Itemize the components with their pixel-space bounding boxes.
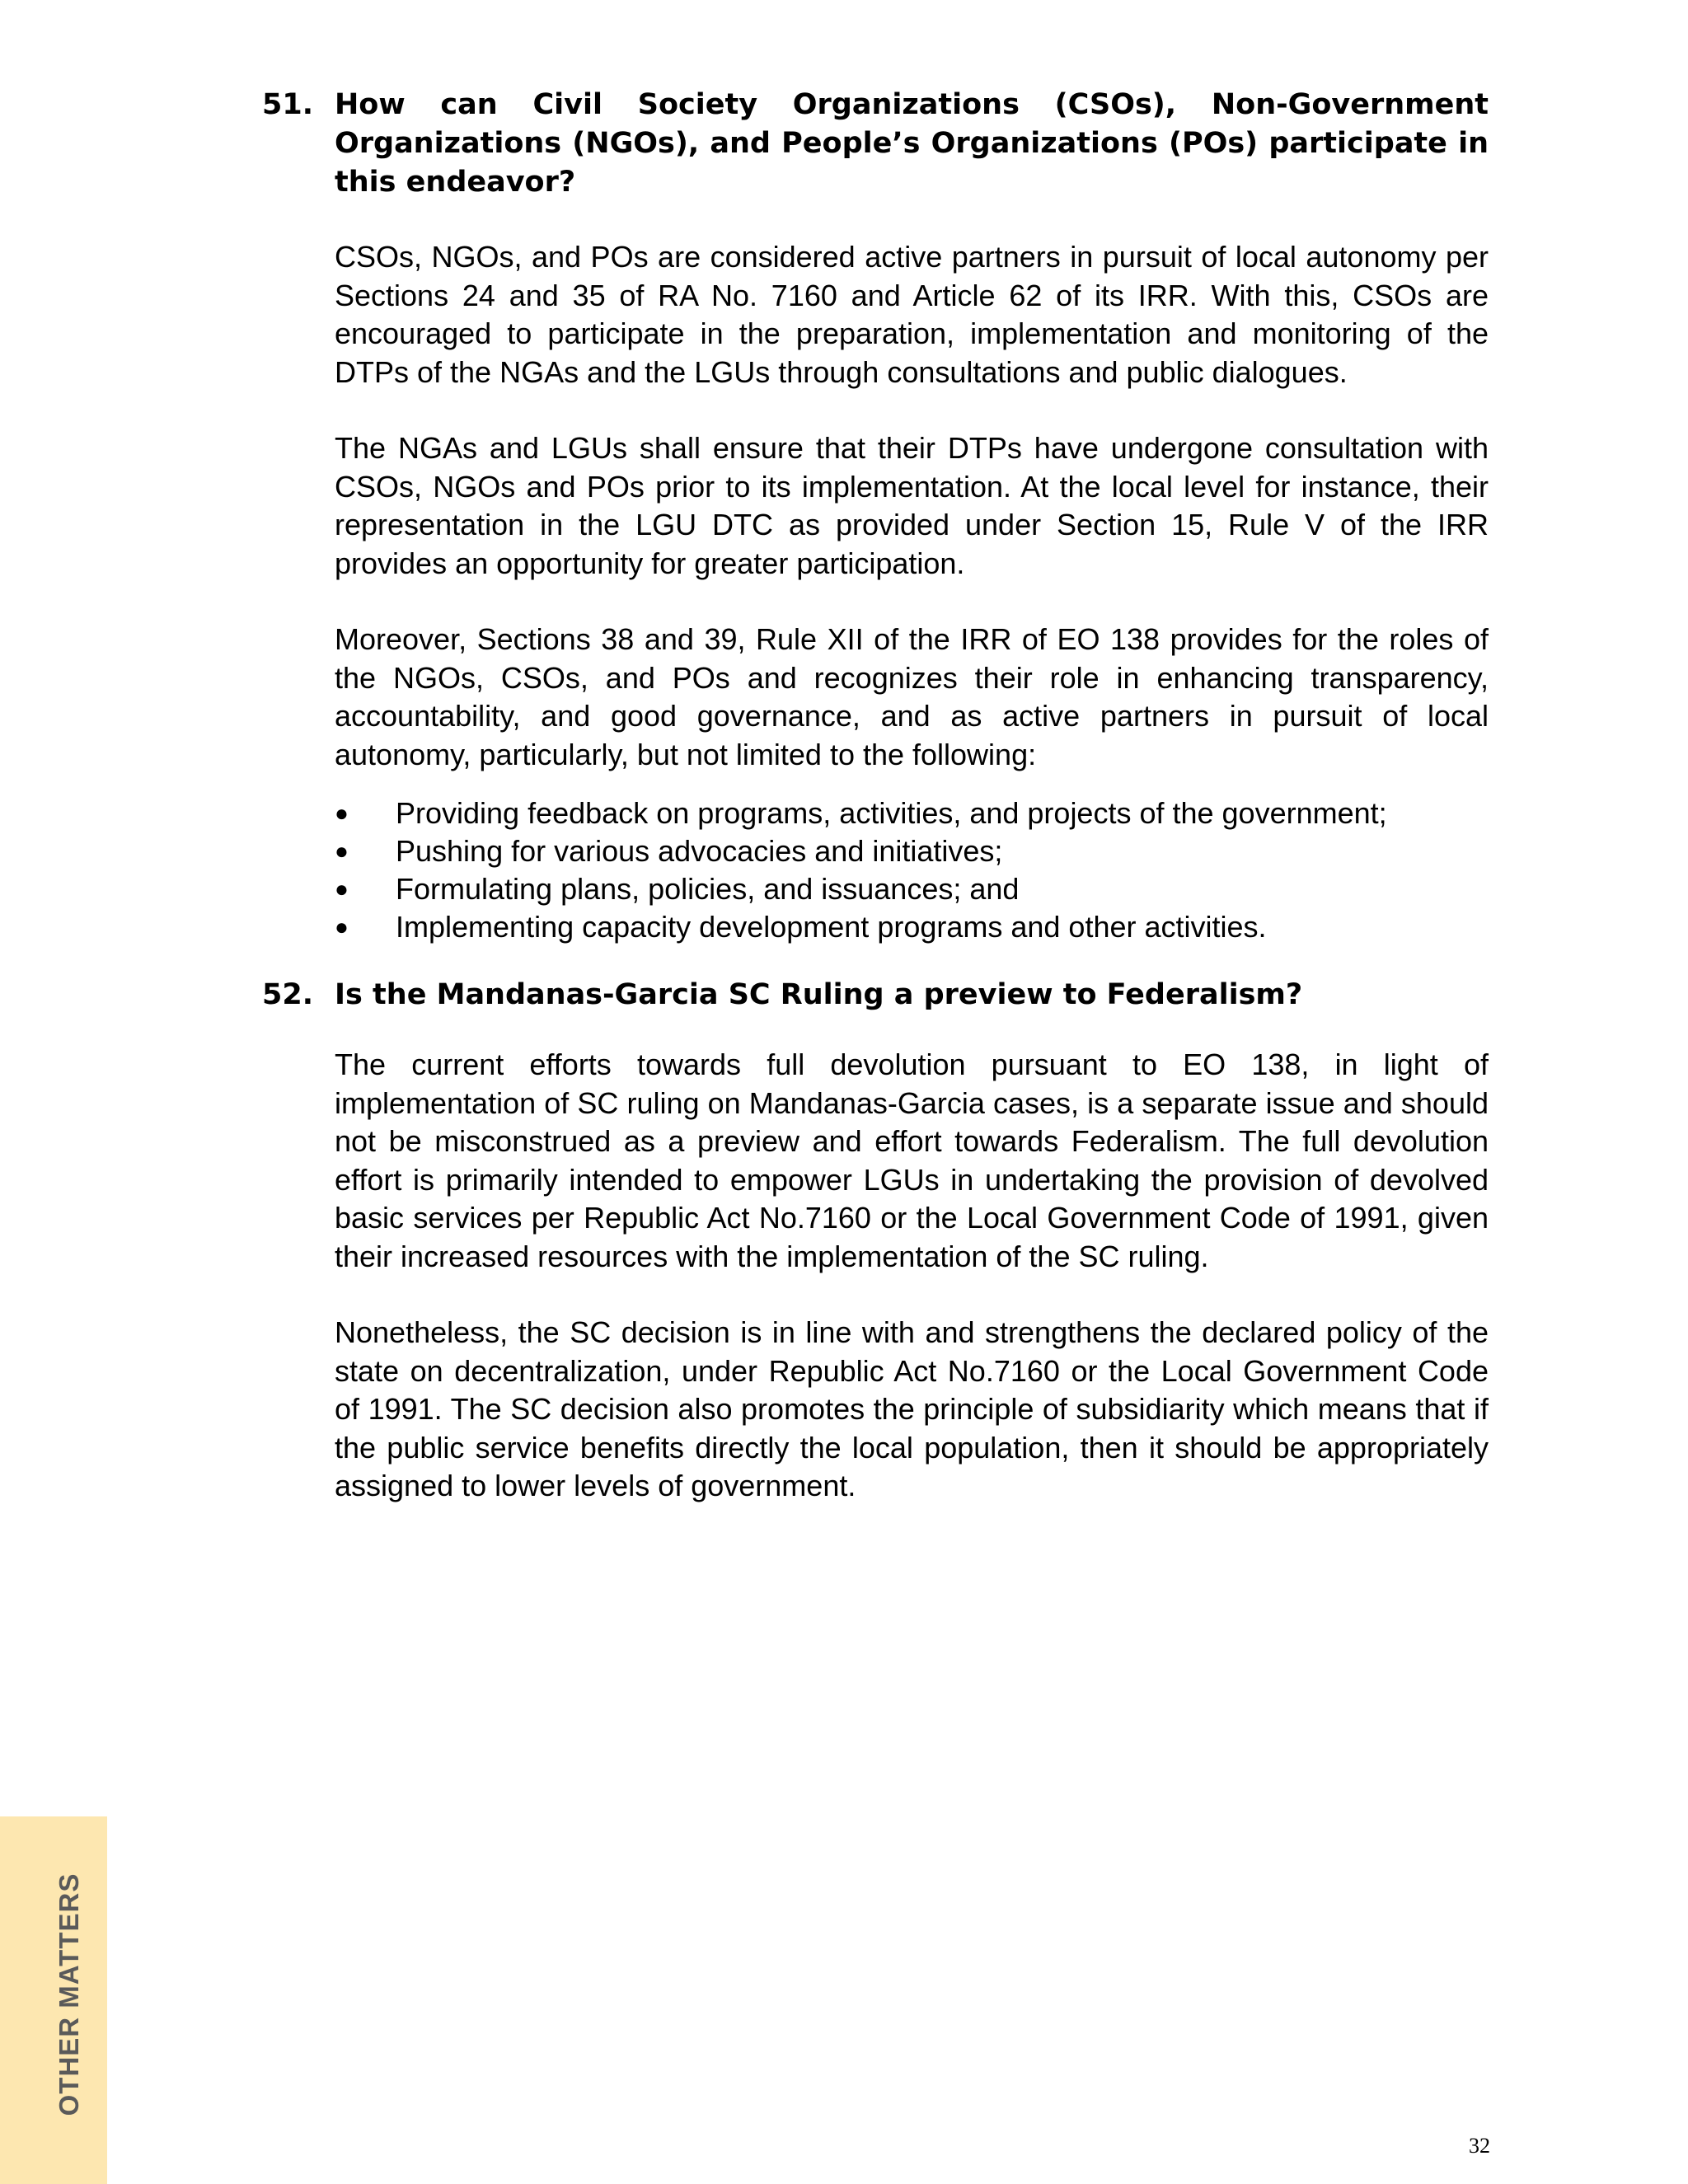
faq-item-51 — [262, 86, 1489, 946]
question-text: How can Civil Society Organizations (CSOs), Non-Government Organizations (NGOs), and People’s Organizations (POs) participate in this endeavor? — [335, 88, 1489, 199]
question-heading — [262, 976, 1489, 1015]
list-item — [335, 794, 1489, 832]
list-item — [335, 870, 1489, 908]
faq-item-52 — [262, 976, 1489, 1506]
question-heading — [262, 86, 1489, 202]
answer-body — [335, 1046, 1489, 1506]
page-number: 32 — [1469, 2134, 1490, 2158]
list-item-text: Pushing for various advocacies and initiatives; — [396, 834, 1003, 868]
page-content — [262, 86, 1489, 1506]
list-item — [335, 908, 1489, 946]
answer-paragraph: Moreover, Sections 38 and 39, Rule XII of the IRR of EO 138 provides for the roles of the NGOs, CSOs, and POs and recognizes their role in enhancing transparency, accountability, and good governance, and as active partners in pursuit of local autonomy, particularly, but not limited to the following: — [335, 622, 1489, 771]
question-number: 51. — [262, 88, 314, 121]
bullet-icon: ● — [335, 800, 349, 826]
question-number: 52. — [262, 978, 314, 1011]
answer-paragraph: The NGAs and LGUs shall ensure that their DTPs have undergone consultation with CSOs, NGOs and POs prior to its implementation. At the local level for instance, their representation in the LGU DTC as provided under Section 15, Rule V of the IRR provides an opportunity for greater participation. — [335, 431, 1489, 580]
bullet-icon: ● — [335, 876, 349, 902]
list-item-text: Providing feedback on programs, activities, and projects of the government; — [396, 796, 1387, 830]
list-item-text: Formulating plans, policies, and issuances; and — [396, 872, 1020, 906]
bullet-icon: ● — [335, 914, 349, 940]
section-side-tab-label: OTHER MATTERS — [54, 1872, 84, 2116]
answer-body — [335, 238, 1489, 946]
list-item — [335, 832, 1489, 870]
list-item-text: Implementing capacity development programs and other activities. — [396, 910, 1267, 944]
answer-paragraph: Nonetheless, the SC decision is in line with and strengthens the declared policy of the state on decentralization, under Republic Act No.7160 or the Local Government Code of 1991. The SC decision also promotes the principle of subsidiarity which means that if the public service benefits directly the local population, then it should be appropriately assigned to lower levels of government. — [335, 1315, 1489, 1502]
answer-paragraph: CSOs, NGOs, and POs are considered active partners in pursuit of local autonomy per Sections 24 and 35 of RA No. 7160 and Article 62 of its IRR. With this, CSOs are encouraged to participate in the preparation, implementation and monitoring of the DTPs of the NGAs and the LGUs through consultations and public dialogues. — [335, 240, 1489, 389]
bullet-icon: ● — [335, 838, 349, 864]
bullet-list — [335, 794, 1489, 946]
answer-paragraph: The current efforts towards full devolution pursuant to EO 138, in light of implementation of SC ruling on Mandanas-Garcia cases, is a separate issue and should not be misconstrued as a preview and effort towards Federalism. The full devolution effort is primarily intended to empower LGUs in undertaking the provision of devolved basic services per Republic Act No.7160 or the Local Government Code of 1991, given their increased resources with the implementation of the SC ruling. — [335, 1047, 1489, 1273]
question-text: Is the Mandanas-Garcia SC Ruling a preview to Federalism? — [335, 978, 1303, 1011]
